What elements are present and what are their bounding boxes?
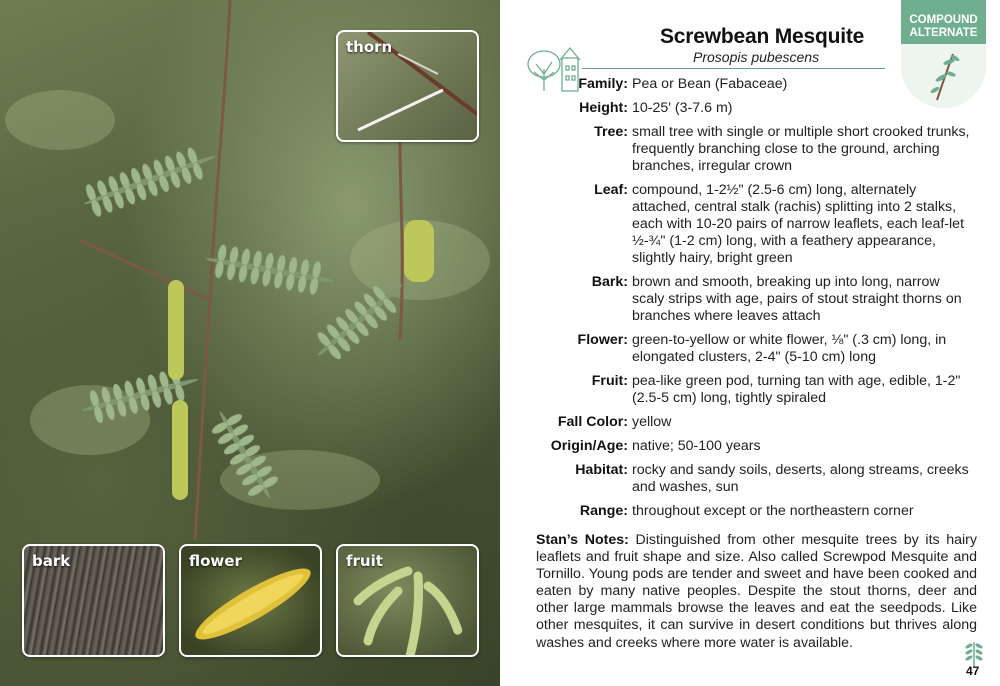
fact-habitat — [534, 462, 974, 496]
fact-bark — [534, 274, 974, 325]
fact-label: Family: — [578, 76, 628, 92]
fact-fall-color — [534, 414, 974, 431]
leaf-type-header — [901, 0, 986, 44]
fruit-photo — [336, 544, 479, 657]
fact-value: compound, 1-2½" (2.5-6 cm) long, alternately attached, central stalk (rachis) splitting into 2 stalks, each with 10-20 pairs of narrow leaflets, each leaf-let ½-¾" (1-2 cm) long, with a feathery appearance, slightly hairy, bright green — [632, 182, 965, 266]
title-divider — [582, 68, 885, 69]
leaf-type-line2: ALTERNATE — [909, 27, 978, 39]
fact-label: Tree: — [594, 124, 628, 140]
fact-leaf — [534, 182, 974, 267]
thorn-label: thorn — [346, 38, 393, 56]
fact-value: yellow — [632, 414, 672, 430]
page-number: 47 — [966, 664, 980, 678]
fact-list — [534, 76, 974, 527]
fact-value: Pea or Bean (Fabaceae) — [632, 76, 788, 92]
fact-label: Fall Color: — [557, 414, 628, 430]
fact-label: Flower: — [577, 332, 628, 348]
species-title: Screwbean Mesquite — [660, 25, 865, 48]
fact-value: rocky and sandy soils, deserts, along streams, creeks and washes, sun — [632, 462, 969, 495]
fact-value: native; 50-100 years — [632, 438, 761, 454]
fact-height — [534, 100, 974, 117]
leaf-type-line1: COMPOUND — [909, 14, 978, 26]
fact-label: Origin/Age: — [550, 438, 628, 454]
stans-notes — [536, 532, 977, 652]
fact-value: brown and smooth, breaking up into long, narrow scaly strips with age, pairs of stout straight thorns on branches where leaves attach — [632, 274, 962, 324]
fact-value: throughout except or the northeastern corner — [632, 503, 914, 519]
flower-label: flower — [189, 552, 242, 570]
fact-label: Leaf: — [594, 182, 628, 198]
notes-text: Distinguished from other mesquite trees by its hairy leaflets and fruit shape and size. Also called Screwpod Mesquite and Tornillo. Young pods are tender and sweet and have been cooked and eaten by many native peoples. Despite the stout thorns, deer and other large mammals browse the leaves and eat the seedpods. Like other mesquites, it can survive in desert conditions but thrives along washes and creeks where more water is available. — [536, 532, 978, 651]
fact-label: Height: — [579, 100, 628, 116]
fruit-label: fruit — [346, 552, 383, 570]
fact-value: pea-like green pod, turning tan with age, edible, 1-2" (2.5-5 cm) long, tightly spiraled — [632, 373, 961, 406]
fact-tree — [534, 124, 974, 175]
fact-value: green-to-yellow or white flower, ⅛" (.3 cm) long, in elongated clusters, 2-4" (5-10 cm) long — [632, 332, 947, 365]
scientific-name: Prosopis pubescens — [693, 49, 820, 65]
fact-label: Habitat: — [575, 462, 628, 478]
fact-family — [534, 76, 974, 93]
fact-origin-age — [534, 438, 974, 455]
fact-fruit — [534, 373, 974, 407]
notes-label: Stan’s Notes: — [536, 532, 629, 548]
fact-label: Fruit: — [591, 373, 628, 389]
fact-label: Bark: — [591, 274, 628, 290]
thorn-photo — [336, 30, 479, 142]
bark-label: bark — [32, 552, 71, 570]
fact-value: small tree with single or multiple short crooked trunks, frequently branching close to the ground, arching branches, irregular crown — [632, 124, 970, 174]
fact-flower — [534, 332, 974, 366]
flower-photo — [179, 544, 322, 657]
fact-label: Range: — [579, 503, 628, 519]
bark-photo — [22, 544, 165, 657]
fact-range — [534, 503, 974, 520]
fact-value: 10-25' (3-7.6 m) — [632, 100, 733, 116]
species-text-page — [500, 0, 1000, 686]
